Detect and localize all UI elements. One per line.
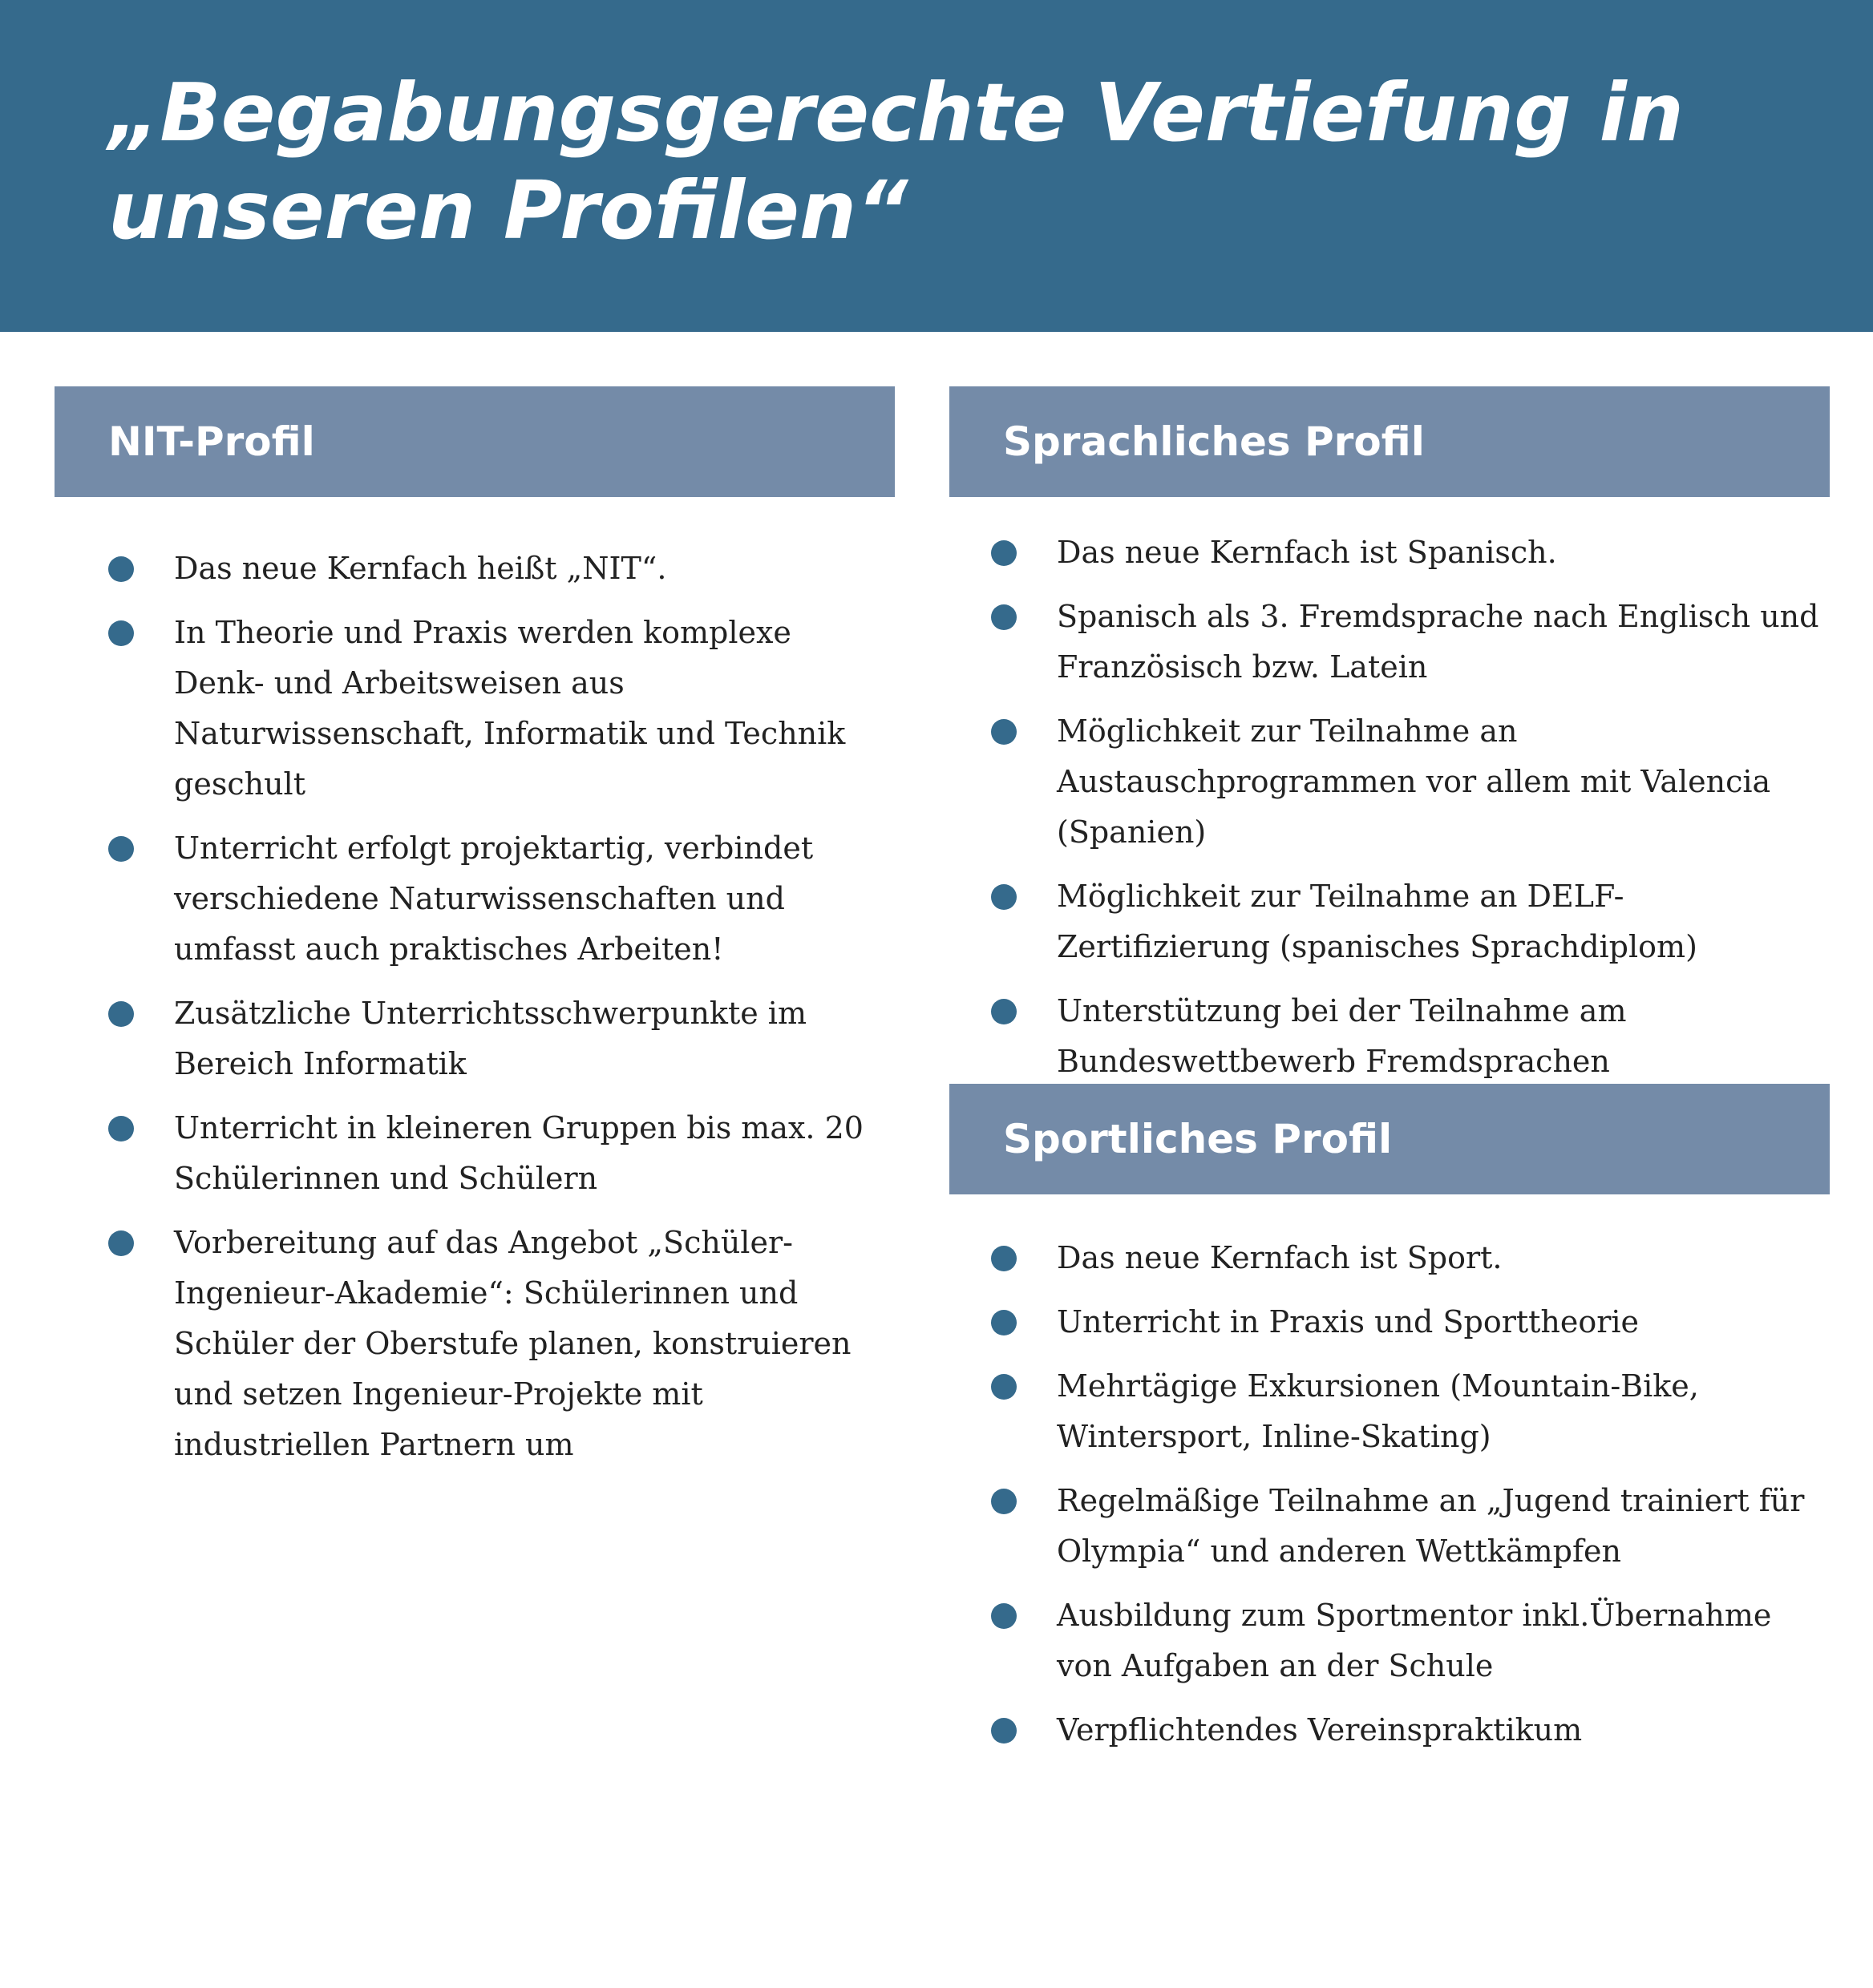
bullet-icon xyxy=(991,1489,1017,1514)
list-item-text: Das neue Kernfach heißt „NIT“. xyxy=(174,551,667,586)
sports-profile-list xyxy=(991,1233,1820,1769)
list-item xyxy=(991,592,1820,693)
list-item xyxy=(991,1590,1820,1691)
list-item-text: Unterricht in Praxis und Sporttheorie xyxy=(1057,1304,1640,1339)
list-item xyxy=(108,543,878,594)
nit-profile-title: NIT-Profil xyxy=(108,418,315,465)
list-item-text: Vorbereitung auf das Angebot „Schüler-Ingenieur-Akademie“: Schülerinnen und Schüler der Oberstufe planen, konstruieren und setzen Ingenieur-Projekte mit industriellen Partnern um xyxy=(174,1225,852,1462)
list-item xyxy=(991,706,1820,858)
bullet-icon xyxy=(991,719,1017,745)
language-profile-title: Sprachliches Profil xyxy=(1003,418,1425,465)
list-item xyxy=(991,527,1820,578)
list-item-text: Unterricht erfolgt projektartig, verbindet verschiedene Naturwissenschaften und umfasst auch praktisches Arbeiten! xyxy=(174,830,814,967)
list-item-text: Verpflichtendes Vereinspraktikum xyxy=(1057,1712,1583,1748)
list-item xyxy=(991,1233,1820,1283)
list-item-text: Das neue Kernfach ist Spanisch. xyxy=(1057,535,1557,570)
list-item-text: Spanisch als 3. Fremdsprache nach Englisch und Französisch bzw. Latein xyxy=(1057,599,1819,685)
language-profile-header xyxy=(949,386,1830,497)
list-item xyxy=(108,608,878,810)
list-item-text: Unterstützung bei der Teilnahme am Bundeswettbewerb Fremdsprachen xyxy=(1057,993,1627,1079)
list-item xyxy=(991,1297,1820,1348)
bullet-icon xyxy=(108,836,134,862)
list-item xyxy=(991,1705,1820,1756)
list-item-text: Regelmäßige Teilnahme an „Jugend trainiert für Olympia“ und anderen Wettkämpfen xyxy=(1057,1483,1805,1569)
bullet-icon xyxy=(108,1116,134,1141)
bullet-icon xyxy=(991,884,1017,910)
list-item-text: Das neue Kernfach ist Sport. xyxy=(1057,1240,1503,1275)
list-item xyxy=(108,823,878,975)
list-item xyxy=(991,1476,1820,1577)
sports-profile-title: Sportliches Profil xyxy=(1003,1116,1393,1162)
title-banner xyxy=(0,0,1873,332)
list-item-text: Mehrtägige Exkursionen (Mountain-Bike, Wintersport, Inline-Skating) xyxy=(1057,1368,1699,1454)
bullet-icon xyxy=(991,1374,1017,1400)
list-item-text: In Theorie und Praxis werden komplexe Denk- und Arbeitsweisen aus Naturwissenschaft, Informatik und Technik geschult xyxy=(174,615,846,802)
bullet-icon xyxy=(991,1603,1017,1629)
bullet-icon xyxy=(991,999,1017,1024)
list-item-text: Zusätzliche Unterrichtsschwerpunkte im Bereich Informatik xyxy=(174,996,807,1081)
bullet-icon xyxy=(108,620,134,646)
list-item-text: Unterricht in kleineren Gruppen bis max. 20 Schülerinnen und Schülern xyxy=(174,1110,864,1196)
sports-profile-header xyxy=(949,1084,1830,1194)
list-item-text: Möglichkeit zur Teilnahme an Austauschprogrammen vor allem mit Valencia (Spanien) xyxy=(1057,713,1771,850)
bullet-icon xyxy=(991,604,1017,630)
list-item xyxy=(108,1103,878,1204)
list-item xyxy=(991,1361,1820,1462)
language-profile-list xyxy=(991,527,1820,1101)
bullet-icon xyxy=(108,1001,134,1027)
bullet-icon xyxy=(991,540,1017,566)
list-item-text: Möglichkeit zur Teilnahme an DELF-Zertifizierung (spanisches Sprachdiplom) xyxy=(1057,879,1697,964)
nit-profile-header xyxy=(55,386,895,497)
page-title: „Begabungsgerechte Vertiefung in unseren Profilen“ xyxy=(108,66,1684,257)
list-item xyxy=(991,986,1820,1087)
bullet-icon xyxy=(108,1230,134,1256)
list-item-text: Ausbildung zum Sportmentor inkl.Übernahme von Aufgaben an der Schule xyxy=(1057,1598,1772,1683)
list-item xyxy=(991,871,1820,972)
nit-profile-list xyxy=(108,543,878,1484)
bullet-icon xyxy=(991,1718,1017,1744)
list-item xyxy=(108,988,878,1089)
list-item xyxy=(108,1218,878,1470)
bullet-icon xyxy=(991,1310,1017,1335)
bullet-icon xyxy=(991,1246,1017,1271)
bullet-icon xyxy=(108,556,134,582)
